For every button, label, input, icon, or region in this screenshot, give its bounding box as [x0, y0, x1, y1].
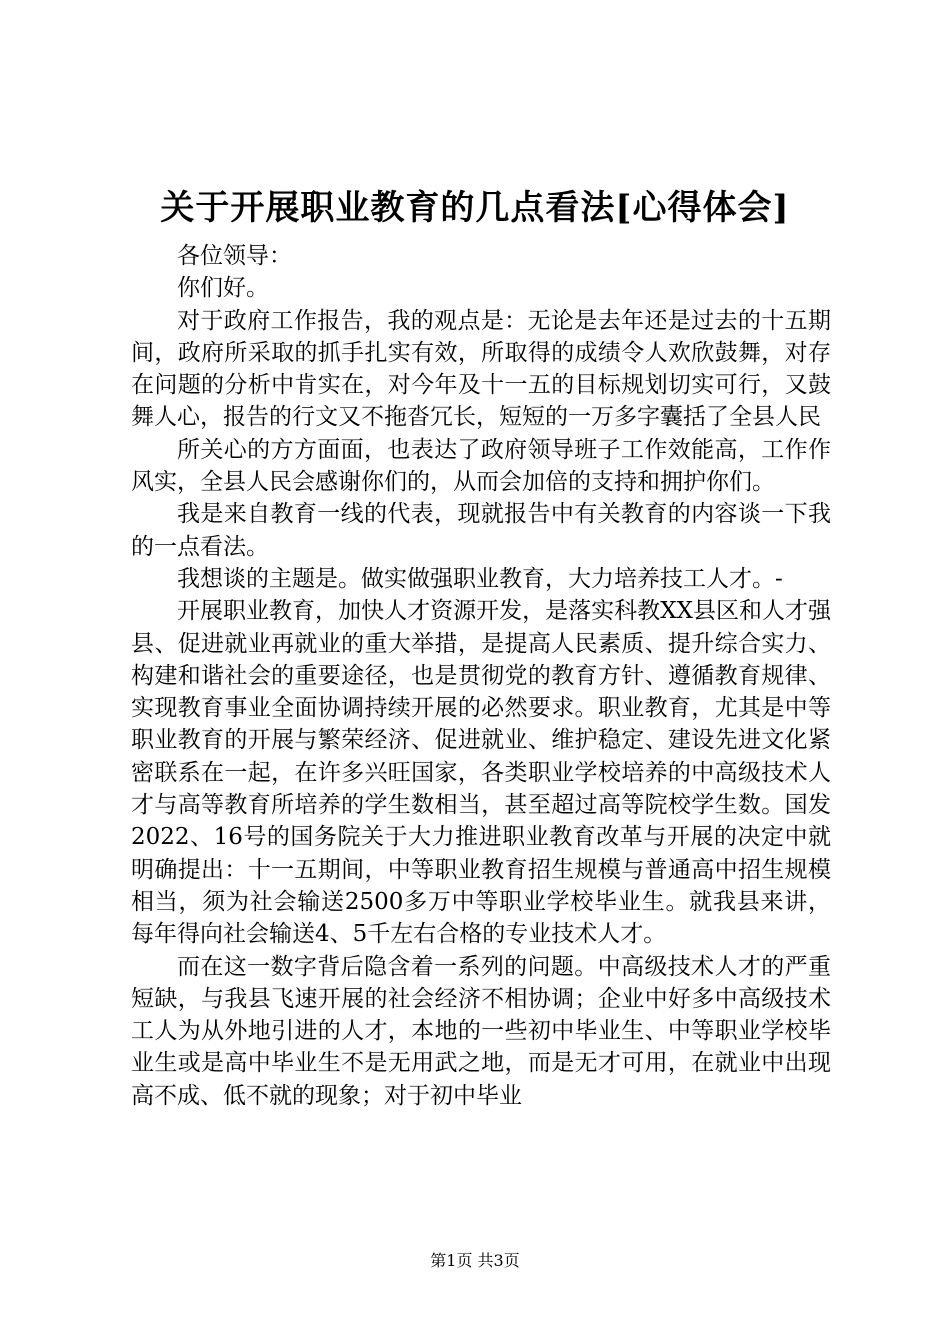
paragraph: 我想谈的主题是。做实做强职业教育，大力培养技工人才。-	[177, 565, 783, 592]
paragraph: 各位领导：	[177, 243, 292, 269]
paragraph: 而在这一数字背后隐含着一系列的问题。中高级技术人才的严重短缺，与我县飞速开展的社会经济不相协调；企业中好多中高级技术工人为从外地引进的人才，本地的一些初中毕业生、中等职业学校毕业生或是高中毕业生不是无用武之地，而是无才可用，在就业中出现高不成、低不就的现象；对于初中毕业	[131, 953, 831, 1109]
paragraph: 你们好。	[177, 275, 269, 302]
document-body	[131, 240, 831, 1112]
paragraph: 对于政府工作报告，我的观点是：无论是去年还是过去的十五期间，政府所采取的抓手扎实有效，所取得的成绩令人欢欣鼓舞，对存在问题的分析中肯实在，对今年及十一五的目标规划切实可行，又鼓舞人心，报告的行文又不拖沓冗长，短短的一万多字囊括了全县人民	[131, 307, 831, 431]
document-title: 关于开展职业教育的几点看法[心得体会]	[160, 188, 790, 228]
paragraph: 所关心的方方面面，也表达了政府领导班子工作效能高，工作作风实，全县人民会感谢你们的，从而会加倍的支持和拥护你们。	[131, 436, 831, 496]
page-footer: 第1页 共3页	[430, 1251, 520, 1270]
paragraph: 开展职业教育，加快人才资源开发，是落实科教XX县区和人才强县、促进就业再就业的重大举措，是提高人民素质、提升综合实力、构建和谐社会的重要途径，也是贯彻党的教育方针、遵循教育规律、实现教育事业全面协调持续开展的必然要求。职业教育，尤其是中等职业教育的开展与繁荣经济、促进就业、维护稳定、建设先进文化紧密联系在一起，在许多兴旺国家，各类职业学校培养的中高级技术人才与高等教育所培养的学生数相当，甚至超过高等院校学生数。国发2022、16号的国务院关于大力推进职业教育改革与开展的决定中就明确提出：十一五期间，中等职业教育招生规模与普通高中招生规模相当，须为社会输送2500多万中等职业学校毕业生。就我县来讲，每年得向社会输送4、5千左右合格的专业技术人才。	[131, 598, 831, 948]
paragraph: 我是来自教育一线的代表，现就报告中有关教育的内容谈一下我的一点看法。	[131, 501, 831, 560]
